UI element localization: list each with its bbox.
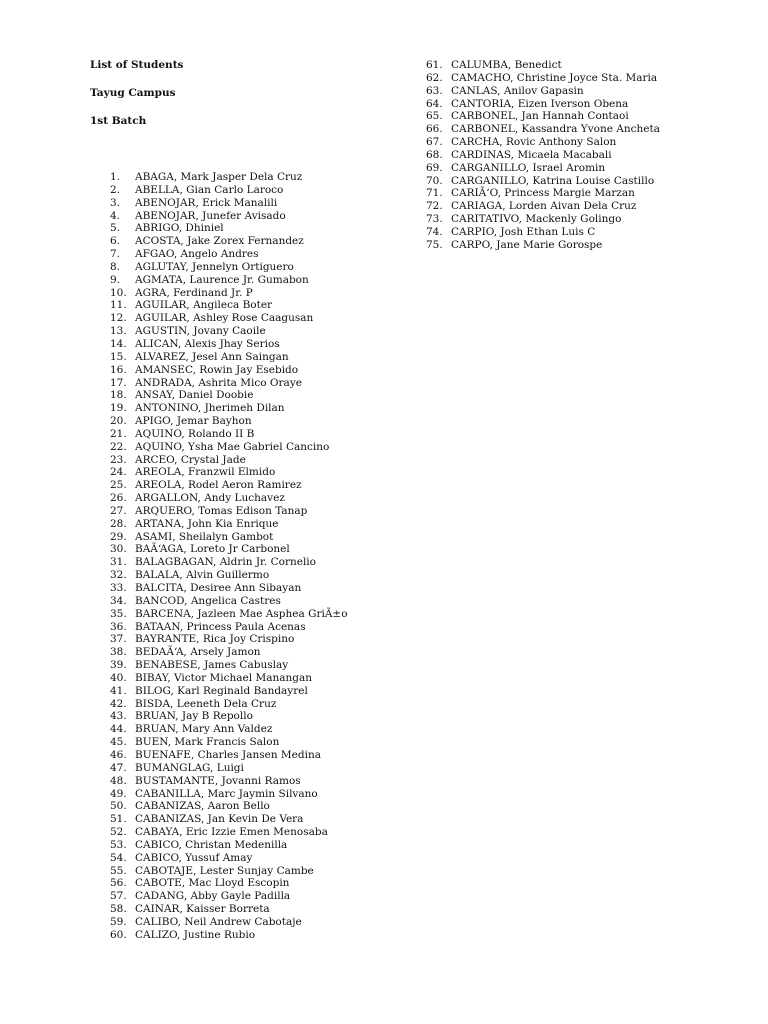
student-number: 40. [110, 671, 127, 684]
student-list-item [110, 505, 365, 518]
student-number: 1. [110, 171, 121, 183]
student-name: BALALA, Alvin Guillermo [135, 569, 270, 582]
student-name: CAINAR, Kaisser Borreta [135, 903, 270, 916]
student-name: CARDINAS, Micaela Macabali [451, 148, 612, 161]
student-list-item [110, 736, 365, 749]
student-list-item [110, 723, 365, 736]
student-list-item [110, 775, 365, 788]
student-name: CABICO, Yussuf Amay [135, 851, 253, 864]
student-number: 32. [110, 569, 127, 582]
student-name: CARGANILLO, Katrina Louise Castillo [451, 174, 655, 187]
student-name: BAÃ‘AGA, Loreto Jr Carbonel [135, 543, 290, 556]
student-number: 75. [426, 238, 443, 251]
student-list-item [426, 149, 660, 162]
student-list-item [426, 72, 660, 85]
student-name: ACOSTA, Jake Zorex Fernandez [135, 235, 304, 248]
student-list-item [110, 929, 365, 942]
student-number: 56. [110, 877, 127, 890]
student-name: CARBONEL, Jan Hannah Contaoi [451, 110, 629, 123]
student-name: AQUINO, Rolando II B [135, 427, 255, 440]
student-name: CANLAS, Anilov Gapasin [451, 84, 584, 97]
student-number: 62. [426, 71, 443, 84]
student-list-item [110, 261, 365, 274]
student-name: BAYRANTE, Rica Joy Crispino [135, 633, 295, 646]
student-number: 8. [110, 260, 121, 273]
student-list-item [110, 646, 365, 659]
student-number: 46. [110, 748, 127, 761]
student-list-item [110, 287, 365, 300]
student-number: 29. [110, 530, 127, 543]
student-number: 2. [110, 183, 121, 196]
student-number: 38. [110, 646, 127, 659]
student-name: ABENOJAR, Erick Manalili [135, 196, 278, 209]
student-name: BALCITA, Desiree Ann Sibayan [135, 582, 302, 594]
student-list-item [110, 299, 365, 312]
student-list-item [110, 608, 365, 621]
student-name: BILOG, Karl Reginald Bandayrel [135, 684, 308, 697]
student-number: 23. [110, 453, 127, 466]
student-list-item [426, 239, 660, 252]
student-name: CARIAGA, Lorden Aivan Dela Cruz [451, 200, 637, 213]
student-name: ABAGA, Mark Jasper Dela Cruz [135, 171, 303, 183]
student-number: 42. [110, 697, 127, 710]
student-number: 22. [110, 440, 127, 453]
student-name: CABANIZAS, Aaron Bello [135, 800, 270, 813]
student-name: CABANILLA, Marc Jaymin Silvano [135, 787, 318, 800]
student-list-item [426, 200, 660, 213]
student-list-item [110, 441, 365, 454]
student-number: 55. [110, 864, 127, 877]
student-name: CALUMBA, Benedict [451, 59, 562, 71]
student-number: 58. [110, 903, 127, 916]
student-list-item [110, 788, 365, 801]
student-name: AGLUTAY, Jennelyn Ortiguero [135, 260, 294, 273]
student-list-item [110, 698, 365, 711]
student-list-item [110, 839, 365, 852]
student-number: 72. [426, 200, 443, 213]
student-number: 20. [110, 415, 127, 428]
student-name: CAMACHO, Christine Joyce Sta. Maria [451, 71, 658, 84]
student-list-item [110, 813, 365, 826]
student-name: CABOTE, Mac Lloyd Escopin [135, 877, 290, 890]
student-number: 73. [426, 213, 443, 226]
student-number: 18. [110, 389, 127, 402]
student-number: 4. [110, 209, 121, 222]
student-name: BIBAY, Victor Michael Manangan [135, 671, 312, 684]
student-list-item [110, 877, 365, 890]
student-list-item [110, 479, 365, 492]
student-name: CALIBO, Neil Andrew Cabotaje [135, 915, 302, 928]
student-number: 74. [426, 225, 443, 238]
student-number: 52. [110, 826, 127, 839]
student-number: 31. [110, 556, 127, 569]
student-number: 68. [426, 148, 443, 161]
student-list-item [110, 364, 365, 377]
student-number: 57. [110, 890, 127, 903]
student-list-item [426, 98, 660, 111]
student-list-item [110, 389, 365, 402]
student-list-item [426, 85, 660, 98]
student-name: CARCHA, Rovic Anthony Salon [451, 136, 617, 149]
student-name: ANSAY, Daniel Doobie [135, 389, 254, 402]
student-number: 45. [110, 736, 127, 749]
student-list-item [110, 248, 365, 261]
student-list-item [110, 852, 365, 865]
student-name: CARIÃ‘O, Princess Margie Marzan [451, 187, 635, 200]
student-list-item [110, 582, 365, 595]
student-list-item [110, 659, 365, 672]
student-list-item [110, 685, 365, 698]
student-number: 66. [426, 123, 443, 136]
student-list-item [110, 197, 365, 210]
campus-heading: Tayug Campus [90, 87, 176, 99]
student-name: BALAGBAGAN, Aldrin Jr. Cornelio [135, 556, 316, 569]
student-number: 34. [110, 594, 127, 607]
student-list-item [110, 518, 365, 531]
student-name: ANTONINO, Jherimeh Dilan [135, 402, 285, 415]
student-number: 41. [110, 684, 127, 697]
student-name: ANDRADA, Ashrita Mico Oraye [135, 376, 302, 389]
student-number: 30. [110, 543, 127, 556]
student-number: 65. [426, 110, 443, 123]
student-number: 17. [110, 376, 127, 389]
student-list-item [110, 428, 365, 441]
student-name: BEDAÃ‘A, Arsely Jamon [135, 646, 261, 659]
student-list-item [426, 213, 660, 226]
student-name: AQUINO, Ysha Mae Gabriel Cancino [135, 440, 330, 453]
student-name: BENABESE, James Cabuslay [135, 659, 289, 672]
student-list-item [110, 800, 365, 813]
student-name: BUMANGLAG, Luigi [135, 761, 244, 774]
student-number: 61. [426, 59, 443, 71]
student-number: 47. [110, 761, 127, 774]
student-number: 25. [110, 479, 127, 492]
student-name: CABICO, Christan Medenilla [135, 838, 288, 851]
student-list-item [110, 235, 365, 248]
student-name: ARGALLON, Andy Luchavez [135, 492, 285, 505]
student-number: 49. [110, 787, 127, 800]
student-number: 3. [110, 196, 121, 209]
student-number: 59. [110, 915, 127, 928]
student-number: 10. [110, 286, 127, 299]
student-name: AGUILAR, Angileca Boter [135, 299, 273, 312]
student-list-item [110, 184, 365, 197]
student-list-item [110, 415, 365, 428]
student-name: CARPIO, Josh Ethan Luis C [451, 225, 596, 238]
student-number: 28. [110, 517, 127, 530]
student-list-item [110, 621, 365, 634]
student-number: 48. [110, 774, 127, 787]
student-list-item [110, 595, 365, 608]
list-title: List of Students [90, 59, 184, 71]
student-name: CARITATIVO, Mackenly Golingo [451, 213, 622, 226]
student-number: 51. [110, 813, 127, 826]
student-name: CADANG, Abby Gayle Padilla [135, 890, 291, 903]
student-name: BISDA, Leeneth Dela Cruz [135, 697, 277, 710]
student-list-left-column [110, 171, 365, 942]
student-name: CARGANILLO, Israel Aromin [451, 161, 606, 174]
student-name: BUEN, Mark Francis Salon [135, 736, 280, 749]
student-number: 26. [110, 492, 127, 505]
student-list-item [110, 633, 365, 646]
student-list-item [110, 377, 365, 390]
student-name: BARCENA, Jazleen Mae Asphea GriÃ±o [135, 607, 348, 620]
student-number: 53. [110, 838, 127, 851]
student-name: BRUAN, Mary Ann Valdez [135, 723, 273, 736]
student-name: AGUSTIN, Jovany Caoile [135, 325, 266, 338]
student-name: ALICAN, Alexis Jhay Serios [135, 337, 280, 350]
student-number: 44. [110, 723, 127, 736]
student-name: CANTORIA, Eizen Iverson Obena [451, 97, 629, 110]
student-list-item [426, 187, 660, 200]
student-number: 37. [110, 633, 127, 646]
student-name: AREOLA, Franzwil Elmido [135, 466, 276, 479]
student-number: 9. [110, 273, 121, 286]
student-number: 60. [110, 928, 127, 941]
batch-heading: 1st Batch [90, 115, 147, 127]
student-name: BATAAN, Princess Paula Acenas [135, 620, 306, 633]
student-list-item [110, 890, 365, 903]
student-list-item [426, 59, 660, 72]
student-number: 21. [110, 427, 127, 440]
student-number: 19. [110, 402, 127, 415]
student-name: BANCOD, Angelica Castres [135, 594, 281, 607]
student-name: CABAYA, Eric Izzie Emen Menosaba [135, 826, 328, 839]
student-list-item [110, 710, 365, 723]
student-number: 63. [426, 84, 443, 97]
student-number: 43. [110, 710, 127, 723]
student-number: 24. [110, 466, 127, 479]
student-list-item [110, 672, 365, 685]
student-name: ARTANA, John Kia Enrique [135, 517, 279, 530]
student-name: ASAMI, Sheilalyn Gambot [135, 530, 274, 543]
student-name: CARBONEL, Kassandra Yvone Ancheta [451, 123, 660, 136]
student-name: ALVAREZ, Jesel Ann Saingan [135, 350, 289, 363]
student-name: AREOLA, Rodel Aeron Ramirez [135, 479, 302, 492]
student-number: 64. [426, 97, 443, 110]
student-name: ARCEO, Crystal Jade [135, 453, 246, 466]
student-name: CARPO, Jane Marie Gorospe [451, 238, 603, 251]
student-list-item [110, 274, 365, 287]
student-list-item [110, 312, 365, 325]
student-number: 67. [426, 136, 443, 149]
student-list-item [110, 466, 365, 479]
student-number: 12. [110, 312, 127, 325]
student-number: 27. [110, 504, 127, 517]
student-name: AGUILAR, Ashley Rose Caagusan [135, 312, 314, 325]
student-number: 39. [110, 659, 127, 672]
student-list-item [426, 162, 660, 175]
student-number: 15. [110, 350, 127, 363]
student-list-item [110, 826, 365, 839]
student-name: ARQUERO, Tomas Edison Tanap [135, 504, 308, 517]
student-list-item [426, 226, 660, 239]
student-number: 36. [110, 620, 127, 633]
student-name: ABENOJAR, Junefer Avisado [135, 209, 286, 222]
student-list-item [110, 454, 365, 467]
student-list-item [110, 916, 365, 929]
student-number: 14. [110, 337, 127, 350]
student-name: CALIZO, Justine Rubio [135, 928, 256, 941]
student-number: 6. [110, 235, 121, 248]
student-number: 50. [110, 800, 127, 813]
student-list-item [110, 543, 365, 556]
student-list-item [110, 762, 365, 775]
student-name: CABOTAJE, Lester Sunjay Cambe [135, 864, 314, 877]
student-list-item [110, 351, 365, 364]
student-list-item [110, 556, 365, 569]
student-name: ABELLA, Gian Carlo Laroco [135, 183, 284, 196]
student-name: BRUAN, Jay B Repollo [135, 710, 253, 723]
student-list-item [110, 531, 365, 544]
student-number: 35. [110, 607, 127, 620]
student-number: 7. [110, 248, 121, 261]
student-list-item [110, 222, 365, 235]
student-number: 33. [110, 582, 127, 594]
student-list-item [426, 136, 660, 149]
student-number: 69. [426, 161, 443, 174]
student-name: BUENAFE, Charles Jansen Medina [135, 748, 322, 761]
student-list-item [110, 569, 365, 582]
student-name: ABRIGO, Dhiniel [135, 222, 224, 235]
student-number: 13. [110, 325, 127, 338]
student-name: AGMATA, Laurence Jr. Gumabon [135, 273, 309, 286]
student-name: BUSTAMANTE, Jovanni Ramos [135, 774, 301, 787]
student-name: AMANSEC, Rowin Jay Esebido [135, 363, 299, 376]
student-list-item [110, 338, 365, 351]
student-name: CABANIZAS, Jan Kevin De Vera [135, 813, 304, 826]
student-number: 70. [426, 174, 443, 187]
student-number: 71. [426, 187, 443, 200]
student-list-item [110, 865, 365, 878]
student-list-item [110, 402, 365, 415]
student-number: 54. [110, 851, 127, 864]
student-name: APIGO, Jemar Bayhon [135, 415, 252, 428]
student-name: AFGAO, Angelo Andres [135, 248, 259, 261]
student-number: 16. [110, 363, 127, 376]
student-list-item [426, 175, 660, 188]
student-number: 11. [110, 299, 127, 312]
student-list-right-column [426, 59, 660, 252]
student-list-item [426, 123, 660, 136]
student-list-item [110, 171, 365, 184]
student-list-item [110, 210, 365, 223]
student-list-item [110, 492, 365, 505]
student-list-item [110, 903, 365, 916]
student-name: AGRA, Ferdinand Jr. P [135, 286, 253, 299]
student-list-item [110, 325, 365, 338]
student-list-item [110, 749, 365, 762]
student-list-item [426, 110, 660, 123]
student-number: 5. [110, 222, 121, 235]
